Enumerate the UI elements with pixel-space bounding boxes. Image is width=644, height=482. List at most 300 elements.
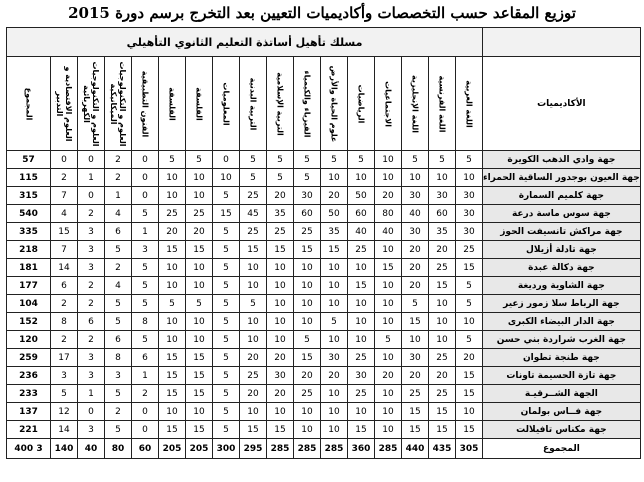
seat-count-cell: 6 — [132, 349, 159, 367]
seat-count-cell: 3 — [51, 367, 78, 385]
seat-count-cell: 15 — [402, 313, 429, 331]
seat-count-cell: 5 — [402, 295, 429, 313]
seat-count-cell: 15 — [348, 421, 375, 439]
subject-header — [240, 57, 267, 151]
seat-count-cell: 6 — [51, 277, 78, 295]
seat-count-cell: 20 — [267, 349, 294, 367]
seat-count-cell: 40 — [375, 223, 402, 241]
seat-count-cell: 5 — [132, 277, 159, 295]
seat-count-cell: 25 — [240, 187, 267, 205]
seat-count-cell: 2 — [51, 169, 78, 187]
seat-count-cell: 35 — [429, 223, 456, 241]
seat-count-cell: 15 — [159, 241, 186, 259]
row-total-cell: 137 — [7, 403, 51, 421]
row-total-cell: 181 — [7, 259, 51, 277]
seat-count-cell: 15 — [186, 241, 213, 259]
seat-count-cell: 15 — [267, 241, 294, 259]
column-total-cell: 300 — [213, 439, 240, 459]
seat-count-cell: 15 — [456, 259, 483, 277]
seat-count-cell: 30 — [348, 367, 375, 385]
seat-count-cell: 0 — [132, 187, 159, 205]
seat-count-cell: 5 — [348, 151, 375, 169]
seat-count-cell: 0 — [132, 151, 159, 169]
seat-count-cell: 5 — [105, 295, 132, 313]
seat-count-cell: 25 — [348, 349, 375, 367]
seat-count-cell: 25 — [348, 241, 375, 259]
seat-count-cell: 10 — [429, 331, 456, 349]
seat-count-cell: 25 — [429, 259, 456, 277]
subject-header-label: الفلسفة — [194, 86, 204, 121]
seat-count-cell: 5 — [294, 169, 321, 187]
seat-count-cell: 10 — [294, 277, 321, 295]
seat-count-cell: 10 — [294, 403, 321, 421]
seat-count-cell: 0 — [78, 187, 105, 205]
column-total-cell: 80 — [105, 439, 132, 459]
seat-count-cell: 5 — [456, 151, 483, 169]
column-total-cell: 140 — [51, 439, 78, 459]
subject-header-label: اللغة الإنجليزية — [410, 74, 420, 133]
seat-count-cell: 5 — [132, 331, 159, 349]
academy-name-cell: جهة سوس ماسة درعة — [483, 205, 641, 223]
academy-name-cell: جهة الشاوية ورديغة — [483, 277, 641, 295]
seat-count-cell: 2 — [105, 259, 132, 277]
table-row — [7, 313, 641, 331]
seat-count-cell: 10 — [240, 259, 267, 277]
seat-count-cell: 35 — [321, 223, 348, 241]
academy-column-header: الأكاديميات — [483, 57, 641, 151]
seat-count-cell: 20 — [429, 241, 456, 259]
seat-count-cell: 5 — [375, 331, 402, 349]
seat-count-cell: 15 — [159, 349, 186, 367]
seat-count-cell: 10 — [159, 331, 186, 349]
seat-count-cell: 5 — [213, 385, 240, 403]
seat-count-cell: 15 — [456, 421, 483, 439]
academy-name-cell: جهة كلميم السمارة — [483, 187, 641, 205]
seat-count-cell: 5 — [213, 403, 240, 421]
seat-count-cell: 2 — [51, 331, 78, 349]
seat-count-cell: 20 — [240, 385, 267, 403]
seat-count-cell: 50 — [348, 187, 375, 205]
academy-name-cell: جهة تازة الحسيمة تاونات — [483, 367, 641, 385]
table-row — [7, 349, 641, 367]
seat-count-cell: 1 — [132, 223, 159, 241]
seat-count-cell: 4 — [105, 205, 132, 223]
seat-count-cell: 10 — [456, 313, 483, 331]
seat-count-cell: 10 — [321, 277, 348, 295]
seat-count-cell: 2 — [78, 277, 105, 295]
subject-header — [186, 57, 213, 151]
seat-count-cell: 10 — [429, 313, 456, 331]
seat-count-cell: 20 — [375, 187, 402, 205]
seat-count-cell: 8 — [132, 313, 159, 331]
seat-count-cell: 5 — [456, 277, 483, 295]
seat-count-cell: 5 — [213, 187, 240, 205]
subject-header-label: الفلسفة — [167, 86, 177, 121]
seat-count-cell: 20 — [267, 187, 294, 205]
seat-count-cell: 5 — [132, 205, 159, 223]
seat-count-cell: 5 — [321, 313, 348, 331]
subject-header — [105, 57, 132, 151]
subject-header — [348, 57, 375, 151]
seat-count-cell: 15 — [402, 403, 429, 421]
seat-count-cell: 10 — [375, 169, 402, 187]
seat-count-cell: 50 — [321, 205, 348, 223]
seat-count-cell: 5 — [213, 259, 240, 277]
seat-count-cell: 30 — [267, 367, 294, 385]
seat-count-cell: 10 — [348, 169, 375, 187]
seat-count-cell: 15 — [186, 385, 213, 403]
seat-count-cell: 2 — [78, 331, 105, 349]
column-total-cell: 285 — [375, 439, 402, 459]
column-total-cell: 360 — [348, 439, 375, 459]
seat-count-cell: 10 — [294, 259, 321, 277]
seat-count-cell: 2 — [51, 295, 78, 313]
subject-header-label: الفيزياء والكيمياء — [302, 70, 312, 137]
seat-count-cell: 30 — [456, 205, 483, 223]
academy-name-cell: جهة فــاس بولمان — [483, 403, 641, 421]
seat-count-cell: 10 — [294, 421, 321, 439]
seat-count-cell: 10 — [267, 259, 294, 277]
subject-header — [456, 57, 483, 151]
seat-count-cell: 80 — [375, 205, 402, 223]
seat-count-cell: 3 — [78, 223, 105, 241]
subject-header-label: التربية الإسلامية — [275, 71, 285, 136]
seat-count-cell: 15 — [294, 349, 321, 367]
seat-count-cell: 60 — [429, 205, 456, 223]
seat-count-cell: 15 — [240, 421, 267, 439]
subject-header-label: علوم الحياة والأرض — [329, 65, 339, 142]
row-total-cell: 315 — [7, 187, 51, 205]
seat-count-cell: 10 — [429, 295, 456, 313]
seat-count-cell: 20 — [240, 349, 267, 367]
seat-count-cell: 30 — [294, 187, 321, 205]
seat-count-cell: 5 — [213, 223, 240, 241]
seat-count-cell: 5 — [240, 151, 267, 169]
seat-count-cell: 30 — [402, 349, 429, 367]
academy-name-cell: جهة الرباط سلا زمور زعير — [483, 295, 641, 313]
seat-count-cell: 5 — [213, 421, 240, 439]
table-row — [7, 169, 641, 187]
seat-count-cell: 10 — [375, 313, 402, 331]
seat-count-cell: 1 — [78, 385, 105, 403]
table-row — [7, 295, 641, 313]
table-row — [7, 385, 641, 403]
seat-count-cell: 15 — [159, 367, 186, 385]
grand-total-cell: 3 400 — [7, 439, 51, 459]
seat-count-cell: 5 — [213, 277, 240, 295]
seat-count-cell: 10 — [186, 187, 213, 205]
seat-count-cell: 15 — [294, 241, 321, 259]
seat-count-cell: 10 — [321, 331, 348, 349]
table-row — [7, 187, 641, 205]
seat-count-cell: 5 — [240, 295, 267, 313]
seat-count-cell: 7 — [51, 187, 78, 205]
seat-count-cell: 5 — [51, 385, 78, 403]
seat-count-cell: 10 — [375, 277, 402, 295]
seat-count-cell: 10 — [321, 169, 348, 187]
seat-count-cell: 20 — [186, 223, 213, 241]
seat-count-cell: 20 — [375, 367, 402, 385]
seat-count-cell: 15 — [186, 349, 213, 367]
seat-count-cell: 10 — [348, 295, 375, 313]
seat-count-cell: 30 — [402, 187, 429, 205]
column-total-cell: 60 — [132, 439, 159, 459]
subject-header — [132, 57, 159, 151]
seat-count-cell: 10 — [159, 259, 186, 277]
column-total-cell: 285 — [267, 439, 294, 459]
table-row — [7, 205, 641, 223]
seat-count-cell: 10 — [267, 295, 294, 313]
seat-count-cell: 15 — [321, 241, 348, 259]
academy-name-cell: جهة الدار البيضاء الكبرى — [483, 313, 641, 331]
column-total-cell: 295 — [240, 439, 267, 459]
table-row — [7, 331, 641, 349]
seat-count-cell: 25 — [429, 349, 456, 367]
row-total-cell: 221 — [7, 421, 51, 439]
academy-name-cell: جهة الغرب شراردة بني حسن — [483, 331, 641, 349]
seat-count-cell: 25 — [186, 205, 213, 223]
seat-count-cell: 10 — [294, 295, 321, 313]
seat-count-cell: 7 — [51, 241, 78, 259]
table-row — [7, 259, 641, 277]
seat-count-cell: 5 — [294, 151, 321, 169]
seat-count-cell: 1 — [105, 187, 132, 205]
seat-count-cell: 5 — [213, 331, 240, 349]
seat-count-cell: 10 — [186, 313, 213, 331]
seat-count-cell: 15 — [429, 403, 456, 421]
seat-count-cell: 20 — [267, 385, 294, 403]
academy-name-cell: جهة العيون بوجدور الساقية الحمراء — [483, 169, 641, 187]
seat-count-cell: 10 — [267, 403, 294, 421]
column-total-cell: 440 — [402, 439, 429, 459]
seat-count-cell: 5 — [402, 151, 429, 169]
seat-count-cell: 6 — [78, 313, 105, 331]
seat-count-cell: 10 — [375, 403, 402, 421]
seat-count-cell: 0 — [132, 421, 159, 439]
seat-count-cell: 0 — [132, 169, 159, 187]
row-total-cell: 236 — [7, 367, 51, 385]
seat-count-cell: 10 — [240, 403, 267, 421]
seat-count-cell: 5 — [213, 367, 240, 385]
seat-count-cell: 10 — [375, 295, 402, 313]
seat-count-cell: 25 — [240, 223, 267, 241]
seat-count-cell: 10 — [267, 277, 294, 295]
seat-count-cell: 20 — [159, 223, 186, 241]
subject-header-label: اللغة الفرنسية — [437, 75, 447, 132]
row-total-cell: 335 — [7, 223, 51, 241]
table-row — [7, 277, 641, 295]
row-total-cell: 115 — [7, 169, 51, 187]
seat-count-cell: 10 — [375, 385, 402, 403]
seat-count-cell: 10 — [456, 169, 483, 187]
seat-count-cell: 0 — [78, 151, 105, 169]
seat-count-cell: 5 — [321, 151, 348, 169]
seat-count-cell: 6 — [105, 331, 132, 349]
seat-count-cell: 5 — [132, 259, 159, 277]
subject-header — [375, 57, 402, 151]
subject-header — [213, 57, 240, 151]
seat-count-cell: 8 — [105, 349, 132, 367]
seat-count-cell: 10 — [375, 349, 402, 367]
academy-name-cell: الجهة الشــرقيـة — [483, 385, 641, 403]
table-row — [7, 223, 641, 241]
seat-count-cell: 5 — [159, 151, 186, 169]
subject-header — [429, 57, 456, 151]
seat-count-cell: 14 — [51, 421, 78, 439]
column-total-cell: 305 — [456, 439, 483, 459]
seat-count-cell: 60 — [348, 205, 375, 223]
seat-count-cell: 2 — [105, 403, 132, 421]
seat-count-cell: 5 — [186, 151, 213, 169]
seat-count-cell: 2 — [78, 295, 105, 313]
seat-count-cell: 10 — [348, 259, 375, 277]
column-total-cell: 285 — [294, 439, 321, 459]
academy-name-cell: جهة مكناس تافيلالت — [483, 421, 641, 439]
seat-count-cell: 25 — [456, 241, 483, 259]
seat-count-cell: 10 — [321, 259, 348, 277]
seat-count-cell: 10 — [159, 169, 186, 187]
table-row — [7, 367, 641, 385]
subject-header-label: الرياضيات — [356, 84, 366, 123]
seat-count-cell: 5 — [267, 169, 294, 187]
seat-count-cell: 10 — [375, 151, 402, 169]
seat-count-cell: 2 — [105, 151, 132, 169]
seat-count-cell: 3 — [132, 241, 159, 259]
seat-count-cell: 20 — [402, 277, 429, 295]
table-row — [7, 241, 641, 259]
seat-count-cell: 14 — [51, 259, 78, 277]
seat-count-cell: 25 — [159, 205, 186, 223]
seat-count-cell: 10 — [429, 169, 456, 187]
seat-count-cell: 25 — [348, 385, 375, 403]
seat-count-cell: 2 — [78, 205, 105, 223]
total-column-header — [7, 57, 51, 151]
totals-label-cell: المجموع — [483, 439, 641, 459]
seat-count-cell: 10 — [186, 331, 213, 349]
seat-count-cell: 20 — [321, 187, 348, 205]
subject-header-label: المعلوميات — [221, 81, 231, 126]
subject-header — [159, 57, 186, 151]
seat-count-cell: 10 — [159, 277, 186, 295]
seat-count-cell: 40 — [348, 223, 375, 241]
seat-count-cell: 30 — [429, 187, 456, 205]
seat-count-cell: 45 — [240, 205, 267, 223]
seat-count-cell: 15 — [51, 223, 78, 241]
seat-count-cell: 15 — [429, 277, 456, 295]
seat-count-cell: 3 — [105, 367, 132, 385]
seat-count-cell: 15 — [186, 367, 213, 385]
seat-count-cell: 5 — [132, 295, 159, 313]
seat-count-cell: 5 — [213, 241, 240, 259]
academy-name-cell: جهة وادي الذهب الكويرة — [483, 151, 641, 169]
seat-count-cell: 10 — [240, 331, 267, 349]
subject-header — [267, 57, 294, 151]
academy-name-cell: جهة دكالة عبدة — [483, 259, 641, 277]
column-total-cell: 205 — [159, 439, 186, 459]
seat-count-cell: 15 — [159, 421, 186, 439]
seat-count-cell: 0 — [132, 403, 159, 421]
seat-count-cell: 5 — [105, 385, 132, 403]
subject-header-label: التربية البدنية — [248, 77, 258, 130]
seat-count-cell: 30 — [456, 223, 483, 241]
seat-count-cell: 5 — [105, 313, 132, 331]
seat-count-cell: 0 — [51, 151, 78, 169]
seat-count-cell: 15 — [429, 421, 456, 439]
academy-name-cell: جهة تادلة أزيلال — [483, 241, 641, 259]
seat-count-cell: 10 — [159, 403, 186, 421]
seat-count-cell: 5 — [456, 331, 483, 349]
table-row — [7, 421, 641, 439]
seat-count-cell: 5 — [456, 295, 483, 313]
subject-header-label: العلوم و التكنولوجيات الكهربائية — [82, 61, 100, 146]
seat-count-cell: 15 — [186, 421, 213, 439]
seat-count-cell: 30 — [402, 223, 429, 241]
seat-count-cell: 10 — [321, 421, 348, 439]
seat-count-cell: 15 — [402, 421, 429, 439]
seat-count-cell: 10 — [159, 187, 186, 205]
seat-count-cell: 25 — [294, 385, 321, 403]
seat-count-cell: 15 — [456, 367, 483, 385]
row-total-cell: 57 — [7, 151, 51, 169]
seat-count-cell: 4 — [51, 205, 78, 223]
seat-count-cell: 4 — [105, 277, 132, 295]
seat-count-cell: 10 — [375, 241, 402, 259]
seat-count-cell: 10 — [240, 313, 267, 331]
column-total-cell: 435 — [429, 439, 456, 459]
seat-count-cell: 15 — [159, 385, 186, 403]
subject-header — [78, 57, 105, 151]
seat-count-cell: 20 — [429, 367, 456, 385]
seat-count-cell: 10 — [186, 277, 213, 295]
seat-count-cell: 12 — [51, 403, 78, 421]
seat-count-cell: 20 — [402, 367, 429, 385]
seat-count-cell: 5 — [105, 421, 132, 439]
row-total-cell: 152 — [7, 313, 51, 331]
seat-count-cell: 20 — [321, 367, 348, 385]
subject-header — [321, 57, 348, 151]
seat-count-cell: 25 — [429, 385, 456, 403]
seat-count-cell: 10 — [321, 385, 348, 403]
seat-count-cell: 0 — [213, 151, 240, 169]
seat-count-cell: 20 — [294, 367, 321, 385]
column-total-cell: 285 — [321, 439, 348, 459]
allocation-table — [6, 27, 641, 459]
seat-count-cell: 2 — [132, 385, 159, 403]
subtitle-blank-cell — [483, 28, 641, 57]
document-title: توزيع المقاعد حسب التخصصات وأكاديميات التعيين بعد التخرج برسم دورة 2015 — [68, 4, 576, 22]
table-row — [7, 151, 641, 169]
seat-count-cell: 10 — [348, 313, 375, 331]
seat-count-cell: 2 — [105, 169, 132, 187]
seat-count-cell: 40 — [402, 205, 429, 223]
seat-count-cell: 8 — [51, 313, 78, 331]
row-total-cell: 540 — [7, 205, 51, 223]
row-total-cell: 233 — [7, 385, 51, 403]
seat-count-cell: 5 — [240, 169, 267, 187]
seat-count-cell: 0 — [78, 403, 105, 421]
seat-count-cell: 20 — [456, 349, 483, 367]
seat-count-cell: 30 — [321, 349, 348, 367]
subject-header-label: الفنون التطبيقية — [140, 70, 150, 137]
seat-count-cell: 20 — [402, 241, 429, 259]
totals-row — [7, 439, 641, 459]
header-row — [7, 57, 641, 151]
seat-count-cell: 10 — [186, 259, 213, 277]
academy-name-cell: جهة طنجة تطوان — [483, 349, 641, 367]
row-total-cell: 218 — [7, 241, 51, 259]
row-total-cell: 120 — [7, 331, 51, 349]
seat-count-cell: 10 — [321, 295, 348, 313]
